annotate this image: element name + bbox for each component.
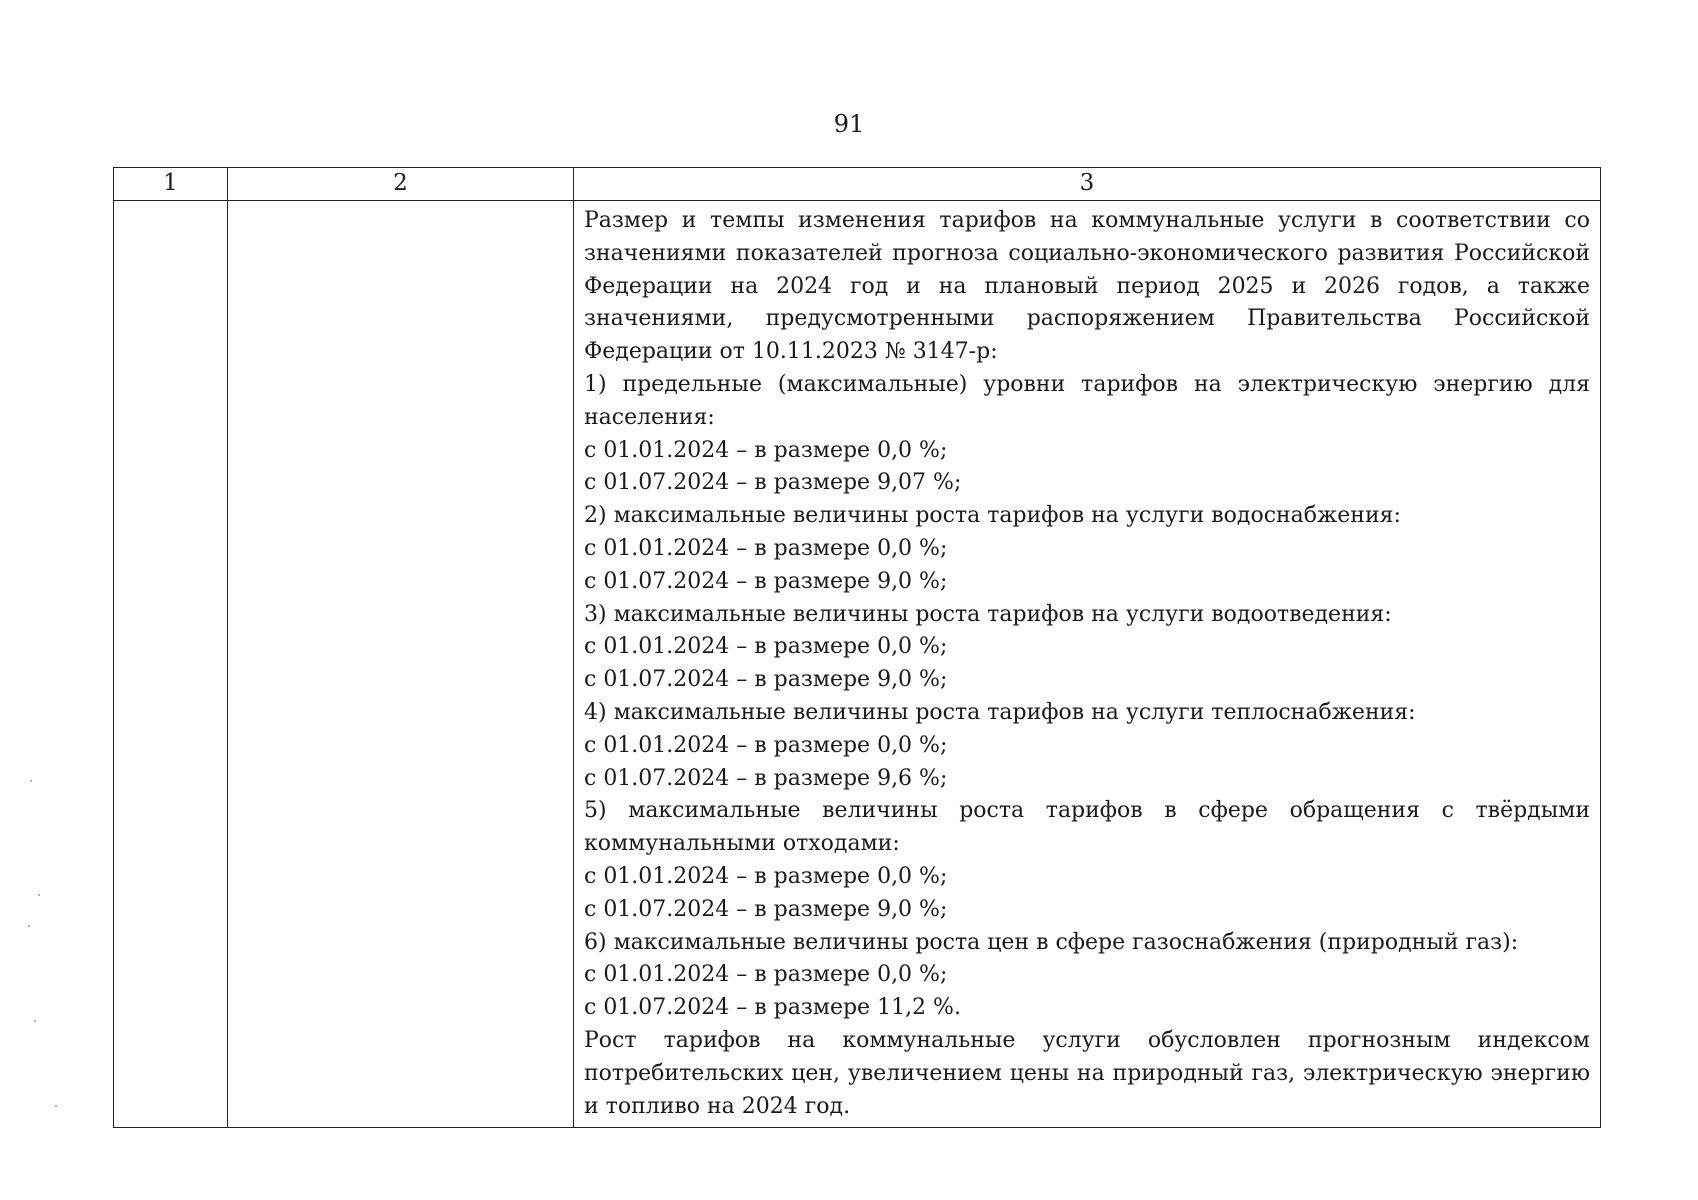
item-5-line-2: с 01.07.2024 – в размере 9,0 %; bbox=[584, 896, 948, 922]
table-row bbox=[114, 201, 1601, 1128]
table-header-row bbox=[114, 168, 1601, 201]
page-number: 91 bbox=[833, 110, 865, 138]
intro-paragraph: Размер и темпы изменения тарифов на коммунальные услуги в соответствии со значениями показателей прогноза социально-экономического развития Российской Федерации на 2024 год и на плановый период 2025 и 2026 годов, а также значениями, предусмотренными распоряжением Правительства Российской Федерации от 10.11.2023 № 3147-р: bbox=[584, 208, 1590, 365]
column-header-1: 1 bbox=[114, 168, 228, 201]
conclusion-paragraph: Рост тарифов на коммунальные услуги обусловлен прогнозным индексом потребительских цен, увеличением цены на природный газ, электрическую энергию и топливо на 2024 год. bbox=[584, 1027, 1590, 1119]
item-6-title: 6) максимальные величины роста цен в сфере газоснабжения (природный газ): bbox=[584, 929, 1519, 955]
tariff-table bbox=[113, 167, 1601, 1128]
scan-speck bbox=[34, 1020, 36, 1022]
item-6-line-1: с 01.01.2024 – в размере 0,0 %; bbox=[584, 962, 948, 988]
content-cell-column-3 bbox=[574, 201, 1601, 1128]
scan-speck bbox=[55, 1105, 57, 1107]
item-2-title: 2) максимальные величины роста тарифов на услуги водоснабжения: bbox=[584, 503, 1401, 529]
column-header-3: 3 bbox=[574, 168, 1601, 201]
item-4-title: 4) максимальные величины роста тарифов на услуги теплоснабжения: bbox=[584, 699, 1416, 725]
item-6-line-2: с 01.07.2024 – в размере 11,2 %. bbox=[584, 995, 961, 1021]
item-1-line-1: с 01.01.2024 – в размере 0,0 %; bbox=[584, 437, 948, 463]
empty-cell-column-2 bbox=[228, 201, 574, 1128]
scan-speck bbox=[38, 894, 40, 896]
item-2-line-2: с 01.07.2024 – в размере 9,0 %; bbox=[584, 568, 948, 594]
column-header-2: 2 bbox=[228, 168, 574, 201]
item-5-line-1: с 01.01.2024 – в размере 0,0 %; bbox=[584, 863, 948, 889]
item-4-line-2: с 01.07.2024 – в размере 9,6 %; bbox=[584, 765, 948, 791]
item-3-line-2: с 01.07.2024 – в размере 9,0 %; bbox=[584, 667, 948, 693]
empty-cell-column-1 bbox=[114, 201, 228, 1128]
item-1-line-2: с 01.07.2024 – в размере 9,07 %; bbox=[584, 470, 962, 496]
item-3-line-1: с 01.01.2024 – в размере 0,0 %; bbox=[584, 634, 948, 660]
scan-speck bbox=[30, 780, 32, 782]
item-4-line-1: с 01.01.2024 – в размере 0,0 %; bbox=[584, 732, 948, 758]
item-3-title: 3) максимальные величины роста тарифов на услуги водоотведения: bbox=[584, 601, 1392, 627]
item-5-title: 5) максимальные величины роста тарифов в сфере обращения с твёрдыми коммунальными отходами: bbox=[584, 798, 1590, 857]
item-1-title: 1) предельные (максимальные) уровни тарифов на электрическую энергию для населения: bbox=[584, 371, 1590, 430]
item-2-line-1: с 01.01.2024 – в размере 0,0 %; bbox=[584, 535, 948, 561]
scan-speck bbox=[28, 925, 30, 927]
